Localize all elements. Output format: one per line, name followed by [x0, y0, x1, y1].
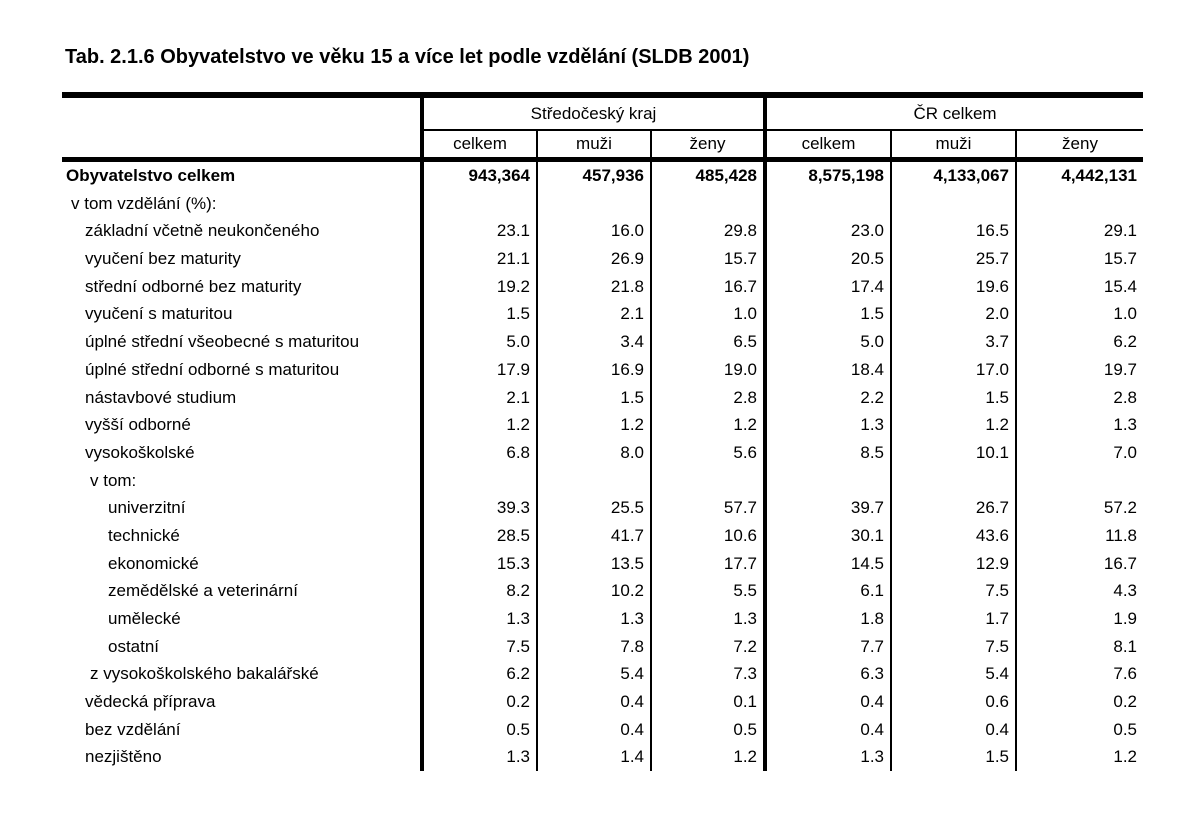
- cell-sk-muzi: 1.4: [536, 743, 650, 771]
- cell-sk-zeny: 2.8: [650, 384, 763, 412]
- cell-sk-zeny: 7.3: [650, 660, 763, 688]
- cell-sk-zeny: 57.7: [650, 494, 763, 522]
- table-row: [62, 467, 1143, 495]
- cell-cr-muzi: 1.5: [890, 384, 1015, 412]
- cell-cr-celkem: 7.7: [763, 633, 890, 661]
- cell-sk-muzi: [536, 467, 650, 495]
- cell-cr-celkem: 1.5: [763, 300, 890, 328]
- table-row: [62, 439, 1143, 467]
- cell-sk-celkem: 7.5: [420, 633, 536, 661]
- cell-cr-muzi: [890, 190, 1015, 218]
- cell-cr-muzi: [890, 467, 1015, 495]
- cell-cr-celkem: 1.3: [763, 743, 890, 771]
- cell-sk-muzi: 1.2: [536, 411, 650, 439]
- cell-cr-celkem: 39.7: [763, 494, 890, 522]
- cell-cr-zeny: 4,442,131: [1015, 162, 1143, 190]
- cell-sk-muzi: 21.8: [536, 273, 650, 301]
- column-header-sk-muzi: muži: [536, 131, 650, 157]
- cell-sk-muzi: 0.4: [536, 688, 650, 716]
- cell-cr-muzi: 7.5: [890, 577, 1015, 605]
- cell-sk-muzi: 1.3: [536, 605, 650, 633]
- cell-sk-celkem: 943,364: [420, 162, 536, 190]
- cell-cr-muzi: 43.6: [890, 522, 1015, 550]
- cell-cr-muzi: 3.7: [890, 328, 1015, 356]
- cell-cr-zeny: 57.2: [1015, 494, 1143, 522]
- header-group-row: [62, 98, 1143, 131]
- cell-cr-muzi: 19.6: [890, 273, 1015, 301]
- cell-cr-muzi: 4,133,067: [890, 162, 1015, 190]
- cell-sk-muzi: 3.4: [536, 328, 650, 356]
- cell-sk-muzi: 26.9: [536, 245, 650, 273]
- row-label: univerzitní: [108, 498, 186, 518]
- cell-cr-muzi: 0.4: [890, 716, 1015, 744]
- cell-cr-celkem: 23.0: [763, 217, 890, 245]
- cell-cr-zeny: 15.7: [1015, 245, 1143, 273]
- cell-cr-zeny: 8.1: [1015, 633, 1143, 661]
- cell-sk-celkem: 2.1: [420, 384, 536, 412]
- cell-sk-celkem: 21.1: [420, 245, 536, 273]
- cell-sk-zeny: [650, 467, 763, 495]
- cell-cr-muzi: 25.7: [890, 245, 1015, 273]
- row-label: nezjištěno: [85, 747, 162, 767]
- cell-sk-muzi: 2.1: [536, 300, 650, 328]
- cell-cr-zeny: 29.1: [1015, 217, 1143, 245]
- row-label: úplné střední odborné s maturitou: [85, 359, 340, 379]
- cell-sk-celkem: [420, 467, 536, 495]
- cell-cr-muzi: 17.0: [890, 356, 1015, 384]
- cell-sk-zeny: 1.2: [650, 411, 763, 439]
- column-header-sk-zeny: ženy: [650, 131, 763, 157]
- cell-cr-celkem: 2.2: [763, 384, 890, 412]
- cell-sk-celkem: 6.8: [420, 439, 536, 467]
- cell-sk-celkem: [420, 190, 536, 218]
- table-row: [62, 273, 1143, 301]
- cell-cr-zeny: [1015, 190, 1143, 218]
- cell-cr-muzi: 0.6: [890, 688, 1015, 716]
- cell-cr-celkem: [763, 467, 890, 495]
- cell-cr-celkem: 0.4: [763, 716, 890, 744]
- row-label: střední odborné bez maturity: [85, 276, 302, 296]
- column-header-cr-zeny: ženy: [1015, 131, 1143, 157]
- cell-sk-zeny: 6.5: [650, 328, 763, 356]
- cell-sk-zeny: 29.8: [650, 217, 763, 245]
- table-row: [62, 494, 1143, 522]
- cell-sk-celkem: 39.3: [420, 494, 536, 522]
- table-row: [62, 411, 1143, 439]
- table-row: [62, 660, 1143, 688]
- cell-sk-muzi: 13.5: [536, 550, 650, 578]
- cell-sk-muzi: 16.0: [536, 217, 650, 245]
- cell-sk-zeny: 19.0: [650, 356, 763, 384]
- row-label: technické: [108, 525, 180, 545]
- row-label: z vysokoškolského bakalářské: [90, 664, 319, 684]
- cell-cr-celkem: 18.4: [763, 356, 890, 384]
- row-label: umělecké: [108, 609, 181, 628]
- cell-sk-celkem: 19.2: [420, 273, 536, 301]
- cell-cr-zeny: 15.4: [1015, 273, 1143, 301]
- cell-sk-zeny: 1.2: [650, 743, 763, 771]
- cell-sk-zeny: 5.5: [650, 577, 763, 605]
- cell-cr-muzi: 12.9: [890, 550, 1015, 578]
- cell-sk-celkem: 15.3: [420, 550, 536, 578]
- cell-sk-celkem: 8.2: [420, 577, 536, 605]
- cell-cr-celkem: 8,575,198: [763, 162, 890, 190]
- table-row: [62, 743, 1143, 771]
- cell-sk-celkem: 17.9: [420, 356, 536, 384]
- cell-sk-zeny: 16.7: [650, 273, 763, 301]
- cell-sk-celkem: 1.3: [420, 743, 536, 771]
- row-label: ekonomické: [108, 553, 199, 573]
- cell-sk-muzi: 1.5: [536, 384, 650, 412]
- cell-cr-zeny: 16.7: [1015, 550, 1143, 578]
- cell-sk-celkem: 1.5: [420, 300, 536, 328]
- cell-cr-zeny: 1.9: [1015, 605, 1143, 633]
- cell-sk-celkem: 28.5: [420, 522, 536, 550]
- cell-sk-zeny: 10.6: [650, 522, 763, 550]
- cell-sk-muzi: [536, 190, 650, 218]
- column-group-stredocesky-kraj: Středočeský kraj: [420, 98, 763, 131]
- column-header-cr-muzi: muži: [890, 131, 1015, 157]
- statistics-table: [62, 92, 1143, 771]
- row-label: vysokoškolské: [85, 442, 195, 462]
- cell-cr-celkem: 8.5: [763, 439, 890, 467]
- cell-sk-celkem: 0.5: [420, 716, 536, 744]
- cell-cr-zeny: [1015, 467, 1143, 495]
- table-row: [62, 245, 1143, 273]
- cell-cr-celkem: 5.0: [763, 328, 890, 356]
- cell-cr-muzi: 2.0: [890, 300, 1015, 328]
- cell-cr-muzi: 26.7: [890, 494, 1015, 522]
- cell-sk-muzi: 16.9: [536, 356, 650, 384]
- row-label: zemědělské a veterinární: [108, 581, 298, 601]
- cell-cr-zeny: 2.8: [1015, 384, 1143, 412]
- cell-cr-zeny: 0.2: [1015, 688, 1143, 716]
- cell-sk-celkem: 6.2: [420, 660, 536, 688]
- cell-sk-muzi: 8.0: [536, 439, 650, 467]
- cell-sk-zeny: 0.1: [650, 688, 763, 716]
- column-header-sk-celkem: celkem: [420, 131, 536, 157]
- cell-cr-zeny: 11.8: [1015, 522, 1143, 550]
- cell-sk-muzi: 457,936: [536, 162, 650, 190]
- column-group-cr-celkem: ČR celkem: [763, 98, 1143, 131]
- cell-cr-zeny: 7.0: [1015, 439, 1143, 467]
- cell-sk-celkem: 1.2: [420, 411, 536, 439]
- row-label: v tom vzdělání (%):: [71, 193, 217, 213]
- cell-cr-celkem: 17.4: [763, 273, 890, 301]
- cell-cr-celkem: 30.1: [763, 522, 890, 550]
- table-row: [62, 162, 1143, 190]
- cell-sk-celkem: 0.2: [420, 688, 536, 716]
- cell-sk-muzi: 25.5: [536, 494, 650, 522]
- table-row: [62, 356, 1143, 384]
- cell-cr-celkem: [763, 190, 890, 218]
- cell-cr-celkem: 0.4: [763, 688, 890, 716]
- table-row: [62, 550, 1143, 578]
- header-label-spacer: [62, 98, 420, 131]
- table-caption: Tab. 2.1.6 Obyvatelstvo ve věku 15 a více let podle vzdělání (SLDB 2001): [65, 46, 750, 68]
- cell-sk-muzi: 10.2: [536, 577, 650, 605]
- cell-cr-zeny: 19.7: [1015, 356, 1143, 384]
- row-label: vyučení bez maturity: [85, 249, 241, 269]
- header-column-row: [62, 131, 1143, 157]
- table-row: [62, 328, 1143, 356]
- cell-cr-celkem: 14.5: [763, 550, 890, 578]
- cell-sk-zeny: 7.2: [650, 633, 763, 661]
- cell-cr-zeny: 1.2: [1015, 743, 1143, 771]
- cell-sk-muzi: 7.8: [536, 633, 650, 661]
- cell-sk-zeny: 17.7: [650, 550, 763, 578]
- table-row: [62, 577, 1143, 605]
- cell-cr-muzi: 10.1: [890, 439, 1015, 467]
- cell-cr-muzi: 7.5: [890, 633, 1015, 661]
- cell-sk-zeny: 1.0: [650, 300, 763, 328]
- cell-cr-celkem: 1.8: [763, 605, 890, 633]
- cell-cr-muzi: 1.2: [890, 411, 1015, 439]
- row-label: bez vzdělání: [85, 719, 181, 739]
- row-label: základní včetně neukončeného: [85, 221, 320, 241]
- cell-sk-celkem: 23.1: [420, 217, 536, 245]
- row-label: nástavbové studium: [85, 387, 237, 407]
- cell-cr-muzi: 16.5: [890, 217, 1015, 245]
- row-label: vyučení s maturitou: [85, 304, 233, 324]
- cell-sk-muzi: 0.4: [536, 716, 650, 744]
- cell-cr-muzi: 1.7: [890, 605, 1015, 633]
- header-label-spacer-2: [62, 131, 420, 157]
- cell-sk-zeny: 15.7: [650, 245, 763, 273]
- cell-cr-celkem: 6.3: [763, 660, 890, 688]
- cell-cr-zeny: 1.3: [1015, 411, 1143, 439]
- cell-sk-zeny: 0.5: [650, 716, 763, 744]
- table-row: [62, 217, 1143, 245]
- table-row: [62, 522, 1143, 550]
- cell-cr-muzi: 1.5: [890, 743, 1015, 771]
- cell-sk-zeny: 485,428: [650, 162, 763, 190]
- column-header-cr-celkem: celkem: [763, 131, 890, 157]
- table-row: [62, 633, 1143, 661]
- cell-cr-zeny: 7.6: [1015, 660, 1143, 688]
- cell-cr-muzi: 5.4: [890, 660, 1015, 688]
- cell-cr-zeny: 4.3: [1015, 577, 1143, 605]
- cell-cr-celkem: 6.1: [763, 577, 890, 605]
- cell-cr-celkem: 20.5: [763, 245, 890, 273]
- row-label: v tom:: [90, 470, 137, 490]
- cell-sk-zeny: [650, 190, 763, 218]
- row-label: Obyvatelstvo celkem: [66, 166, 236, 185]
- cell-sk-zeny: 5.6: [650, 439, 763, 467]
- row-label: úplné střední všeobecné s maturitou: [85, 332, 360, 352]
- cell-cr-zeny: 6.2: [1015, 328, 1143, 356]
- table-body: [62, 162, 1143, 771]
- cell-sk-muzi: 5.4: [536, 660, 650, 688]
- table-row: [62, 688, 1143, 716]
- cell-sk-celkem: 5.0: [420, 328, 536, 356]
- row-label: ostatní: [108, 636, 160, 656]
- cell-cr-zeny: 1.0: [1015, 300, 1143, 328]
- table-row: [62, 716, 1143, 744]
- table-row: [62, 384, 1143, 412]
- table-row: [62, 190, 1143, 218]
- cell-sk-zeny: 1.3: [650, 605, 763, 633]
- cell-cr-zeny: 0.5: [1015, 716, 1143, 744]
- cell-sk-muzi: 41.7: [536, 522, 650, 550]
- row-label: vědecká příprava: [85, 692, 216, 712]
- table-row: [62, 605, 1143, 633]
- cell-sk-celkem: 1.3: [420, 605, 536, 633]
- table-row: [62, 300, 1143, 328]
- row-label: vyšší odborné: [85, 415, 191, 435]
- cell-cr-celkem: 1.3: [763, 411, 890, 439]
